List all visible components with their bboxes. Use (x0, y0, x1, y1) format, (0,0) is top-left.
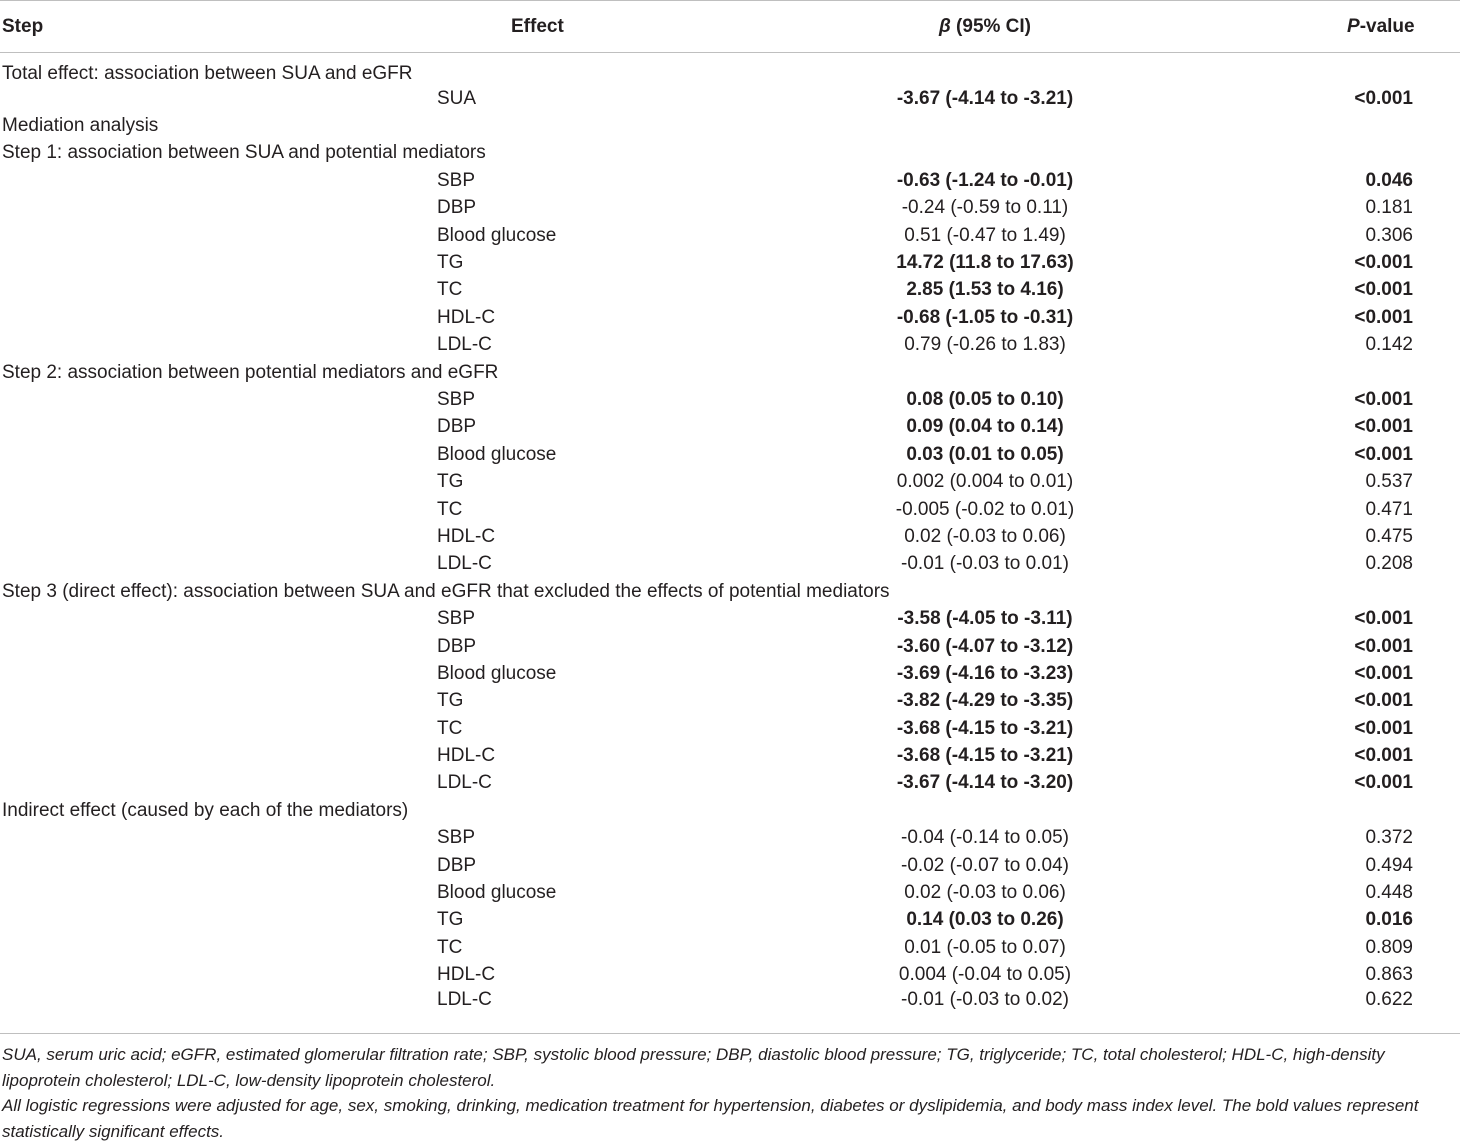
p-value-text: 0.809 (1365, 936, 1413, 958)
section-label: Step 2: association between potential mediators and eGFR (2, 361, 499, 383)
p-value-cell (1135, 195, 1460, 222)
effect-cell: SBP (437, 608, 476, 630)
effect-cell: HDL-C (437, 745, 496, 767)
effect-cell: HDL-C (437, 525, 496, 547)
beta-ci-cell: 0.002 (0.004 to 0.01) (896, 471, 1074, 493)
effect-cell: HDL-C (437, 306, 496, 328)
step-cell-empty (0, 496, 435, 523)
beta-ci-cell: -0.01 (-0.03 to 0.01) (901, 553, 1069, 575)
table-row (0, 852, 1460, 879)
table-row (0, 825, 1460, 852)
table-row (0, 770, 1460, 797)
p-value-cell (1135, 989, 1460, 1019)
table-row (0, 715, 1460, 742)
table-row (0, 386, 1460, 413)
effect-cell: Blood glucose (437, 224, 557, 246)
beta-ci-cell: -0.63 (-1.24 to -0.01) (896, 169, 1074, 191)
section-row (0, 797, 1460, 824)
beta-ci-cell: -3.58 (-4.05 to -3.11) (897, 608, 1073, 630)
beta-ci-cell: 0.03 (0.01 to 0.05) (906, 443, 1064, 465)
p-value-cell (1135, 770, 1460, 797)
p-value-cell (1135, 414, 1460, 441)
p-value-text: <0.001 (1354, 87, 1413, 109)
p-value-cell (1135, 852, 1460, 879)
p-value-cell (1135, 742, 1460, 769)
step-cell-empty (0, 277, 435, 304)
beta-ci-cell: -3.67 (-4.14 to -3.21) (896, 87, 1074, 109)
table-row (0, 660, 1460, 687)
step-cell-empty (0, 249, 435, 276)
beta-ci-cell: 0.08 (0.05 to 0.10) (906, 388, 1064, 410)
table-row (0, 605, 1460, 632)
beta-ci-cell: 0.79 (-0.26 to 1.83) (904, 334, 1066, 356)
p-value-text: <0.001 (1354, 745, 1413, 767)
table-row (0, 962, 1460, 989)
section-row (0, 112, 1460, 139)
p-value-cell (1135, 496, 1460, 523)
p-value-text: <0.001 (1354, 772, 1413, 794)
step-cell-empty (0, 304, 435, 331)
effect-cell: SBP (437, 827, 476, 849)
effect-cell: SBP (437, 169, 476, 191)
beta-ci-cell: 0.09 (0.04 to 0.14) (906, 416, 1064, 438)
step-cell-empty (0, 688, 435, 715)
beta-ci-cell: 2.85 (1.53 to 4.16) (906, 279, 1064, 301)
table-footnotes (0, 1033, 1460, 1144)
section-label: Step 1: association between SUA and potential mediators (2, 142, 486, 164)
effect-cell: SUA (437, 87, 477, 109)
table-row (0, 496, 1460, 523)
p-value-cell (1135, 633, 1460, 660)
p-value-text: 0.471 (1365, 498, 1413, 520)
table-row (0, 249, 1460, 276)
beta-ci-cell: -3.67 (-4.14 to -3.20) (896, 772, 1074, 794)
step-cell-empty (0, 222, 435, 249)
table-row (0, 879, 1460, 906)
p-value-text: 0.475 (1365, 525, 1413, 547)
step-cell-empty (0, 167, 435, 194)
section-row (0, 359, 1460, 386)
table-row (0, 551, 1460, 578)
effect-cell: TG (437, 909, 464, 931)
effect-cell: Blood glucose (437, 882, 557, 904)
step-cell-empty (0, 934, 435, 961)
p-value-text: <0.001 (1354, 416, 1413, 438)
step-cell-empty (0, 523, 435, 550)
p-value-cell (1135, 222, 1460, 249)
p-value-cell (1135, 715, 1460, 742)
p-value-text: 0.622 (1365, 988, 1413, 1010)
table-body (0, 53, 1460, 1019)
table-row (0, 414, 1460, 441)
header-effect: Effect (435, 1, 815, 53)
table-row (0, 989, 1460, 1019)
beta-ci-cell: -0.01 (-0.03 to 0.02) (901, 988, 1069, 1010)
p-value-text: <0.001 (1354, 635, 1413, 657)
effect-cell: SBP (437, 388, 476, 410)
table-row (0, 633, 1460, 660)
p-value-cell (1135, 332, 1460, 359)
p-value-cell (1135, 605, 1460, 632)
p-value-cell (1135, 660, 1460, 687)
p-value-text: 0.863 (1365, 964, 1413, 986)
p-value-cell (1135, 85, 1460, 112)
footnote-abbreviations: SUA, serum uric acid; eGFR, estimated glomerular filtration rate; SBP, systolic blood pressure; DBP, diastolic blood pressure; TG, triglyceride; TC, total cholesterol; HDL-C, high-density lipoprotein cholesterol; LDL-C, low-density lipoprotein cholesterol. (2, 1045, 1385, 1090)
effect-cell: TC (437, 936, 463, 958)
table-row (0, 742, 1460, 769)
step-cell-empty (0, 742, 435, 769)
beta-ci-cell: -3.68 (-4.15 to -3.21) (896, 745, 1074, 767)
p-value-text: <0.001 (1354, 662, 1413, 684)
effect-cell: TC (437, 279, 463, 301)
effect-cell: LDL-C (437, 553, 492, 575)
p-value-text: <0.001 (1354, 306, 1413, 328)
beta-ci-cell: -0.68 (-1.05 to -0.31) (896, 306, 1074, 328)
step-cell-empty (0, 715, 435, 742)
table-row (0, 441, 1460, 468)
table-row (0, 907, 1460, 934)
p-value-text: 0.142 (1365, 334, 1413, 356)
step-cell-empty (0, 907, 435, 934)
beta-ci-cell: 0.02 (-0.03 to 0.06) (904, 525, 1066, 547)
section-label: Step 3 (direct effect): association between SUA and eGFR that excluded the effects of potential mediators (2, 580, 890, 602)
table-row (0, 277, 1460, 304)
p-value-text: <0.001 (1354, 388, 1413, 410)
beta-symbol: β (938, 15, 951, 37)
effect-cell: DBP (437, 635, 477, 657)
beta-ci-cell: -0.04 (-0.14 to 0.05) (901, 827, 1069, 849)
beta-ci-cell: -0.24 (-0.59 to 0.11) (901, 197, 1069, 219)
table-row (0, 167, 1460, 194)
step-cell-empty (0, 825, 435, 852)
step-cell-empty (0, 85, 435, 112)
step-cell-empty (0, 551, 435, 578)
effect-cell: DBP (437, 854, 477, 876)
p-value-text: <0.001 (1354, 279, 1413, 301)
effect-cell: HDL-C (437, 964, 496, 986)
p-value-text: <0.001 (1354, 717, 1413, 739)
section-label: Total effect: association between SUA and eGFR (2, 63, 413, 84)
p-value-text: 0.537 (1365, 471, 1413, 493)
table-row (0, 222, 1460, 249)
effect-cell: TG (437, 471, 464, 493)
p-value-cell (1135, 167, 1460, 194)
p-value-cell (1135, 907, 1460, 934)
p-value-text: 0.016 (1365, 909, 1413, 931)
effect-cell: TG (437, 690, 464, 712)
p-value-cell (1135, 879, 1460, 906)
p-value-text: 0.208 (1365, 553, 1413, 575)
header-step: Step (0, 1, 435, 53)
header-beta (815, 1, 1135, 53)
p-value-text: <0.001 (1354, 608, 1413, 630)
p-value-text: 0.181 (1365, 197, 1413, 219)
p-value-text: <0.001 (1354, 443, 1413, 465)
step-cell-empty (0, 660, 435, 687)
effect-cell: DBP (437, 197, 477, 219)
p-value-text: 0.046 (1365, 169, 1413, 191)
table-row (0, 332, 1460, 359)
effect-cell: LDL-C (437, 772, 492, 794)
section-row (0, 578, 1460, 605)
step-cell-empty (0, 414, 435, 441)
effect-cell: LDL-C (437, 988, 492, 1010)
p-value-text: <0.001 (1354, 252, 1413, 274)
section-row (0, 53, 1460, 86)
p-header-rest: -value (1359, 15, 1415, 37)
table-header (0, 1, 1460, 53)
step-cell-empty (0, 441, 435, 468)
table-row (0, 195, 1460, 222)
p-value-cell (1135, 468, 1460, 495)
beta-ci-cell: -3.60 (-4.07 to -3.12) (896, 635, 1074, 657)
step-cell-empty (0, 962, 435, 989)
header-row (0, 1, 1460, 53)
step-cell-empty (0, 879, 435, 906)
section-label: Indirect effect (caused by each of the mediators) (2, 799, 409, 821)
p-value-cell (1135, 825, 1460, 852)
p-value-cell (1135, 249, 1460, 276)
beta-header-rest: (95% CI) (950, 15, 1032, 37)
p-value-cell (1135, 304, 1460, 331)
effect-cell: LDL-C (437, 334, 492, 356)
p-italic: P (1347, 15, 1360, 37)
beta-ci-cell: -3.69 (-4.16 to -3.23) (896, 662, 1074, 684)
p-value-cell (1135, 934, 1460, 961)
p-value-cell (1135, 386, 1460, 413)
section-row (0, 140, 1460, 167)
p-value-cell (1135, 688, 1460, 715)
beta-ci-cell: 0.51 (-0.47 to 1.49) (904, 224, 1066, 246)
step-cell-empty (0, 386, 435, 413)
table-row (0, 85, 1460, 112)
beta-ci-cell: -3.68 (-4.15 to -3.21) (896, 717, 1074, 739)
step-cell-empty (0, 468, 435, 495)
step-cell-empty (0, 332, 435, 359)
p-value-cell (1135, 523, 1460, 550)
p-value-cell (1135, 441, 1460, 468)
p-value-text: 0.494 (1365, 854, 1413, 876)
effect-cell: Blood glucose (437, 443, 557, 465)
step-cell-empty (0, 852, 435, 879)
header-p-value (1135, 1, 1460, 53)
step-cell-empty (0, 633, 435, 660)
beta-ci-cell: 0.14 (0.03 to 0.26) (906, 909, 1064, 931)
p-value-cell (1135, 277, 1460, 304)
p-value-text: 0.448 (1365, 882, 1413, 904)
effect-cell: Blood glucose (437, 662, 557, 684)
effect-cell: TC (437, 717, 463, 739)
section-label: Mediation analysis (2, 115, 159, 137)
beta-ci-cell: -0.005 (-0.02 to 0.01) (895, 498, 1075, 520)
p-value-text: <0.001 (1354, 690, 1413, 712)
beta-ci-cell: -3.82 (-4.29 to -3.35) (896, 690, 1074, 712)
beta-ci-cell: 0.01 (-0.05 to 0.07) (904, 936, 1066, 958)
effect-cell: DBP (437, 416, 477, 438)
table-row (0, 304, 1460, 331)
table-row (0, 934, 1460, 961)
beta-ci-cell: 0.02 (-0.03 to 0.06) (904, 882, 1066, 904)
step-cell-empty (0, 770, 435, 797)
p-value-text: 0.372 (1365, 827, 1413, 849)
beta-ci-cell: 14.72 (11.8 to 17.63) (896, 252, 1074, 274)
beta-ci-cell: -0.02 (-0.07 to 0.04) (901, 854, 1069, 876)
p-value-text: 0.306 (1365, 224, 1413, 246)
table-row (0, 523, 1460, 550)
p-value-cell (1135, 962, 1460, 989)
footnote-adjustment: All logistic regressions were adjusted for age, sex, smoking, drinking, medication treatment for hypertension, diabetes or dyslipidemia, and body mass index level. The bold values represent statistically significant effects. (2, 1096, 1419, 1141)
p-value-cell (1135, 551, 1460, 578)
table-row (0, 468, 1460, 495)
step-cell-empty (0, 605, 435, 632)
table-row (0, 688, 1460, 715)
beta-ci-cell: 0.004 (-0.04 to 0.05) (898, 964, 1072, 986)
effect-cell: TG (437, 252, 464, 274)
step-cell-empty (0, 195, 435, 222)
step-cell-empty (0, 989, 435, 1019)
effect-cell: TC (437, 498, 463, 520)
